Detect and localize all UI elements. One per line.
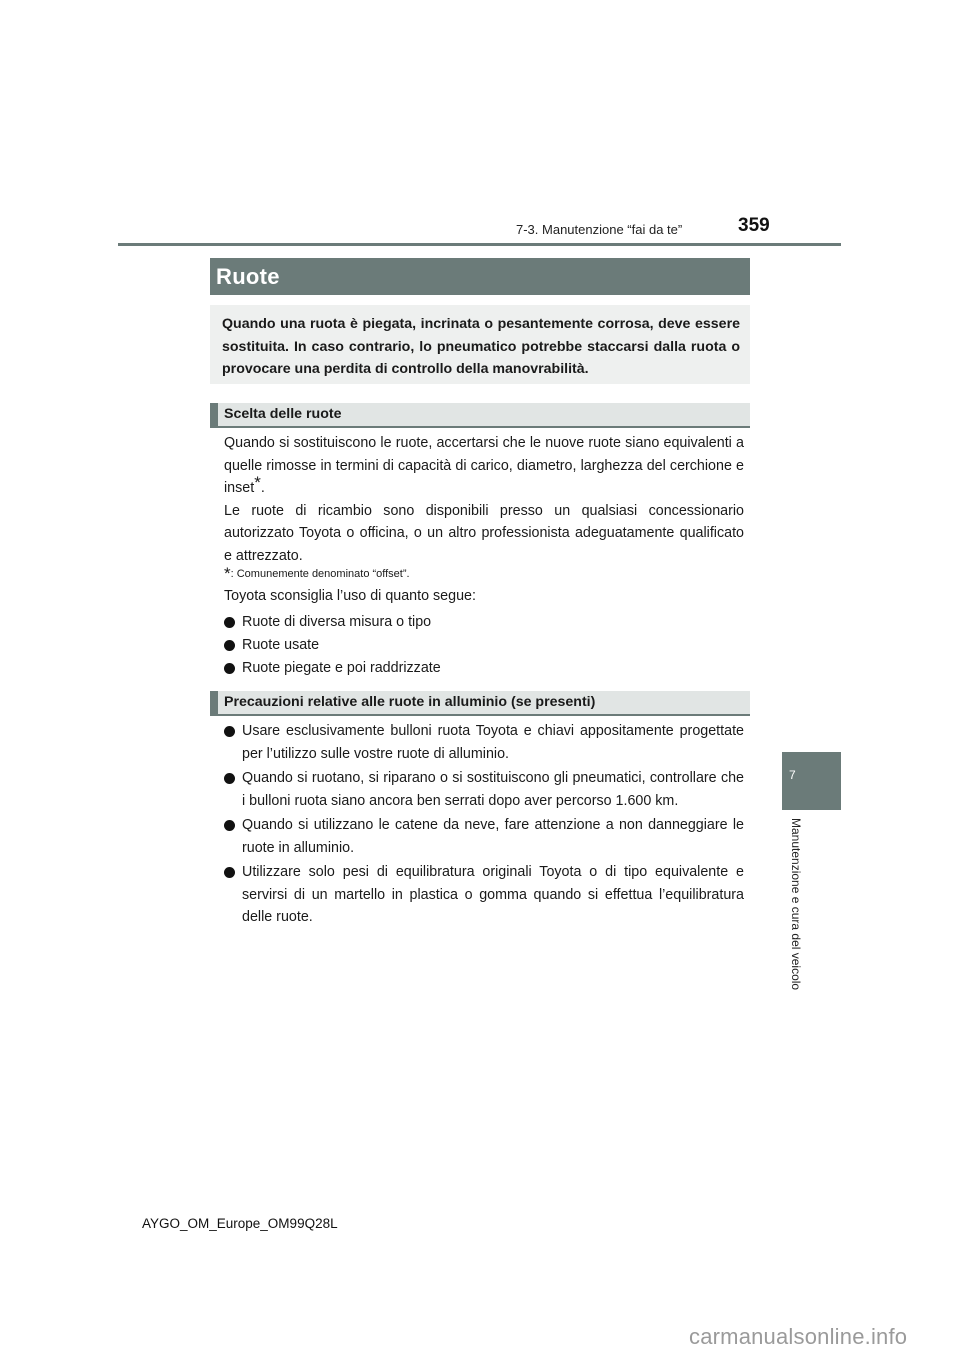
list-item: Ruote di diversa misura o tipo xyxy=(224,611,744,634)
section-heading-wheel-choice: Scelta delle ruote xyxy=(210,403,750,428)
watermark: carmanualsonline.info xyxy=(689,1324,908,1349)
bullet-icon xyxy=(224,663,235,674)
chapter-tab-label: Manutenzione e cura del veicolo xyxy=(789,818,803,991)
list-item: Utilizzare solo pesi di equilibratura originali Toyota o di tipo equivalente e servirsi di un martello in plastica o gomma quando si effettua l’equilibratura delle ruote. xyxy=(224,861,744,929)
footnote-star: * xyxy=(224,564,231,583)
list-item: Ruote piegate e poi raddrizzate xyxy=(224,657,744,680)
bullet-icon xyxy=(224,726,235,737)
list-item: Usare esclusivamente bulloni ruota Toyota e chiavi appositamente progettate per l’utilizzo sulle vostre ruote di alluminio. xyxy=(224,720,744,765)
lead-text: Toyota sconsiglia l’uso di quanto segue: xyxy=(224,588,476,604)
intro-box: Quando una ruota è piegata, incrinata o pesantemente corrosa, deve essere sostituita. In caso contrario, lo pneumatico potrebbe staccarsi dalla ruota o provocare una perdita di controllo della manovrabilità. xyxy=(210,305,750,384)
page-title: Ruote xyxy=(210,258,750,295)
bullet-icon xyxy=(224,867,235,878)
bullet-icon xyxy=(224,617,235,628)
chapter-tab[interactable]: 7 xyxy=(782,752,841,810)
bullet-icon xyxy=(224,773,235,784)
paragraph-equivalence: Quando si sostituiscono le ruote, accertarsi che le nuove ruote siano equivalenti a quelle rimosse in termini di capacità di carico, diametro, larghezza del cerchione e inset*. xyxy=(224,435,744,496)
list-item: Ruote usate xyxy=(224,634,744,657)
section-heading-aluminum-precautions: Precauzioni relative alle ruote in alluminio (se presenti) xyxy=(210,691,750,716)
page-number: 359 xyxy=(738,215,770,236)
footer-document-code: AYGO_OM_Europe_OM99Q28L xyxy=(142,1216,338,1231)
footnote-marker: * xyxy=(254,473,261,492)
not-recommended-list xyxy=(224,611,744,680)
bullet-icon xyxy=(224,640,235,651)
running-header-section: 7-3. Manutenzione “fai da te” xyxy=(516,222,683,237)
wheel-choice-text xyxy=(224,432,744,567)
list-item: Quando si utilizzano le catene da neve, fare attenzione a non danneggiare le ruote in alluminio. xyxy=(224,814,744,859)
footnote: *: Comunemente denominato “offset”. xyxy=(224,564,410,583)
aluminum-precautions-list xyxy=(224,720,744,931)
paragraph-availability: Le ruote di ricambio sono disponibili presso un qualsiasi concessionario autorizzato Toyota o officina, o un altro professionista adeguatamente qualificato e attrezzato. xyxy=(224,502,744,564)
bullet-icon xyxy=(224,820,235,831)
header-rule xyxy=(118,243,841,246)
list-item: Quando si ruotano, si riparano o si sostituiscono gli pneumatici, controllare che i bulloni ruota siano ancora ben serrati dopo aver percorso 1.600 km. xyxy=(224,767,744,812)
